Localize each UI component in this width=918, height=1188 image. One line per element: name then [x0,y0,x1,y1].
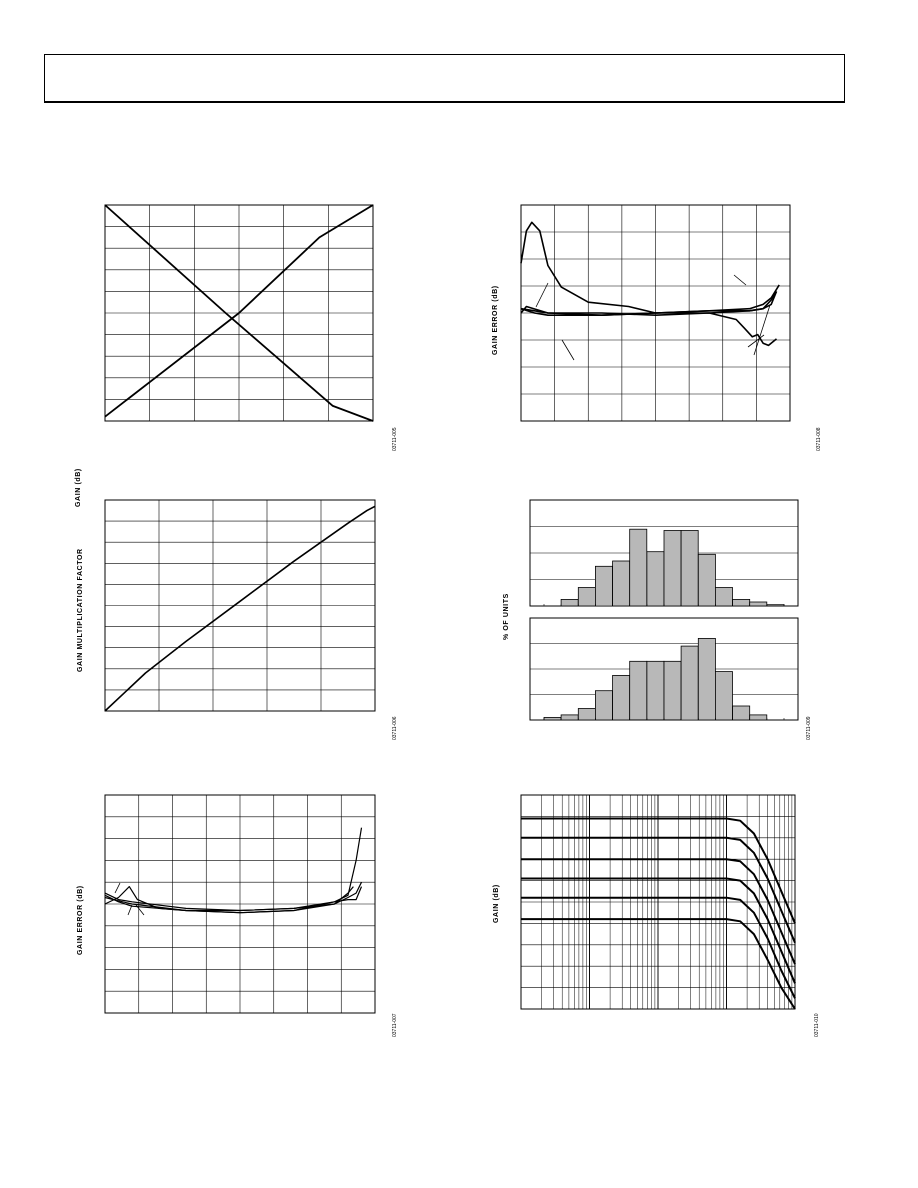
histogram-bar [698,638,715,720]
chart-gain-vs-gain-setting [70,195,410,507]
histogram-bar [767,605,784,606]
histogram-bar [664,661,681,720]
chart-gain-error-vs-gain-1 [486,195,826,465]
histogram-bar [613,561,630,606]
histogram-bar [630,529,647,606]
chart-gain-error-1-svg [486,195,826,465]
y-axis-label: GAIN ERROR (dB) [77,885,84,955]
histogram-bar [595,566,612,606]
histogram-bar [595,691,612,720]
chart-gain-error-distribution [486,490,826,750]
plot-area [105,795,375,1013]
annotation-arrow [562,340,574,360]
histogram-bar [613,675,630,720]
chart-histograms-svg [486,490,826,750]
plot-area [521,205,790,421]
histogram-bar [647,552,664,606]
figure-code: 03711-006 [392,716,398,740]
y-axis-label: GAIN (dB) [75,468,82,507]
histogram-bar [664,531,681,607]
histogram-bar [647,661,664,720]
series-line-2 [105,887,362,911]
series-line-1 [105,882,362,913]
y-axis-label: GAIN ERROR (dB) [492,285,499,355]
histogram-bar [715,588,732,607]
figure-code: 03711-008 [816,427,822,451]
histogram-bar [630,661,647,720]
figure-code: 03711-009 [806,716,812,740]
annotation-arrow [128,905,132,915]
histogram-bar [681,646,698,720]
histogram-bar [750,715,767,720]
histogram-bar [698,554,715,606]
histogram-bar [750,602,767,606]
chart-gain-vs-frequency [486,785,826,1055]
annotation-arrow [734,275,746,285]
page-header-box [44,54,845,103]
histogram-bar [544,717,561,720]
chart-gain-vs-freq-svg [486,785,826,1055]
y-axis-label: % OF UNITS [503,593,510,640]
figure-code: 03711-007 [392,1013,398,1037]
y-axis-label: GAIN MULTIPLICATION FACTOR [77,548,84,672]
histogram-bar [578,709,595,721]
annotation-arrow [536,283,548,307]
plot-area [521,795,795,1009]
histogram-bar [715,672,732,720]
annotation-arrow [115,883,120,893]
chart-gain-error-vs-gain-2 [70,785,410,1055]
plot-area [105,205,373,421]
histogram-bar [561,715,578,720]
series-line-4 [521,222,777,313]
plot-area [530,500,798,720]
histogram-bar [733,706,750,720]
figure-code: 03711-010 [814,1013,820,1037]
histogram-bar [578,588,595,607]
histogram-bar [681,531,698,607]
chart-gain-multiplication-factor [70,490,410,750]
plot-area [105,500,375,711]
series-line-1 [521,307,777,346]
chart-gain-mult-svg [70,490,410,750]
y-axis-label: GAIN (dB) [493,884,500,923]
chart-gain-vs-gain-setting-svg [70,195,410,507]
series-line-4 [105,828,362,913]
figure-code: 03711-005 [392,427,398,451]
histogram-bar [561,599,578,606]
chart-gain-error-2-svg [70,785,410,1055]
histogram-bar [733,599,750,606]
series-line-1 [105,506,375,711]
